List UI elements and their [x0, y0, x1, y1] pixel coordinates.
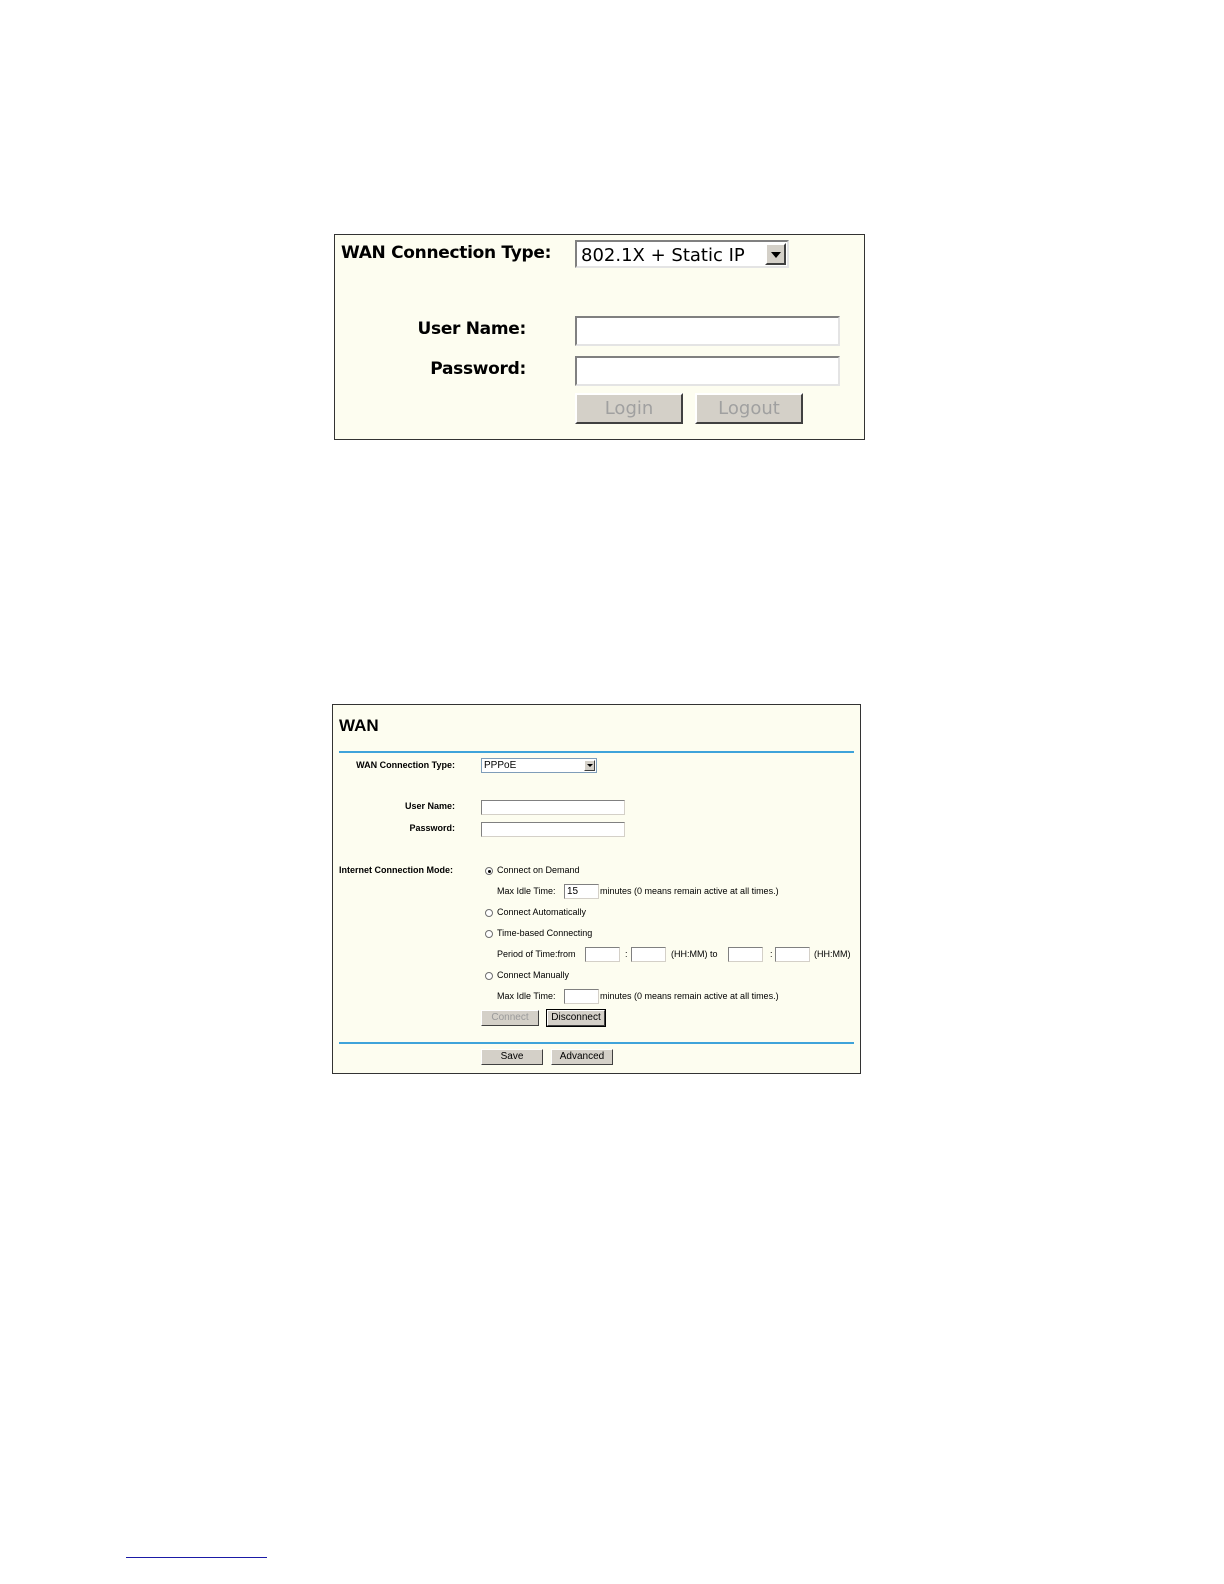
user-name-label: User Name: — [417, 319, 526, 339]
max-idle-time-input[interactable]: 15 — [564, 884, 599, 899]
time-based-connecting-label: Time-based Connecting — [497, 928, 593, 938]
start-time-colon: : — [625, 949, 628, 959]
user-name-input[interactable] — [575, 316, 840, 346]
footnote-separator — [126, 1557, 267, 1558]
chevron-down-icon[interactable] — [765, 243, 786, 265]
user-name-input[interactable] — [481, 800, 625, 815]
wan-connection-type-label: WAN Connection Type: — [356, 760, 455, 770]
manual-max-idle-time-hint: minutes (0 means remain active at all times.) — [600, 991, 779, 1001]
end-time-colon: : — [770, 949, 773, 959]
wan-connection-type-value: 802.1X + Static IP — [581, 245, 745, 266]
password-label: Password: — [430, 359, 526, 379]
user-name-label: User Name: — [404, 801, 455, 811]
page-title: WAN — [339, 716, 379, 735]
divider — [339, 751, 854, 753]
internet-connection-mode-label: Internet Connection Mode: — [339, 865, 453, 875]
disconnect-button[interactable]: Disconnect — [547, 1010, 605, 1026]
period-to-label: (HH:MM) to — [671, 949, 718, 959]
connect-automatically-label: Connect Automatically — [497, 907, 587, 917]
radio-connect-manually[interactable] — [485, 972, 493, 980]
radio-connect-automatically[interactable] — [485, 909, 493, 917]
wan-connection-type-label: WAN Connection Type: — [341, 243, 552, 263]
save-button[interactable]: Save — [481, 1049, 543, 1065]
wan-pppoe-panel — [332, 704, 861, 1074]
chevron-down-icon[interactable] — [584, 760, 595, 771]
password-input[interactable] — [481, 822, 625, 837]
start-hour-input[interactable] — [585, 947, 620, 962]
login-button[interactable]: Login — [575, 393, 683, 424]
divider — [339, 1042, 854, 1044]
connect-manually-label: Connect Manually — [497, 970, 570, 980]
max-idle-time-label: Max Idle Time: — [497, 886, 556, 896]
period-of-time-label: Period of Time:from — [497, 949, 576, 959]
radio-connect-on-demand[interactable] — [485, 867, 493, 875]
wan-connection-type-select[interactable] — [575, 240, 789, 268]
manual-max-idle-time-input[interactable] — [564, 989, 599, 1004]
connect-on-demand-label: Connect on Demand — [497, 865, 580, 875]
period-end-format: (HH:MM) — [814, 949, 851, 959]
end-minute-input[interactable] — [775, 947, 810, 962]
end-hour-input[interactable] — [728, 947, 763, 962]
password-input[interactable] — [575, 356, 840, 386]
wan-connection-type-select[interactable] — [481, 758, 597, 773]
radio-time-based-connecting[interactable] — [485, 930, 493, 938]
advanced-button[interactable]: Advanced — [551, 1049, 613, 1065]
logout-button[interactable]: Logout — [695, 393, 803, 424]
manual-max-idle-time-label: Max Idle Time: — [497, 991, 556, 1001]
connect-button[interactable]: Connect — [481, 1010, 539, 1026]
start-minute-input[interactable] — [631, 947, 666, 962]
wan-8021x-panel — [334, 234, 865, 440]
max-idle-time-hint: minutes (0 means remain active at all times.) — [600, 886, 779, 896]
password-label: Password: — [409, 823, 455, 833]
wan-connection-type-value: PPPoE — [484, 760, 517, 771]
